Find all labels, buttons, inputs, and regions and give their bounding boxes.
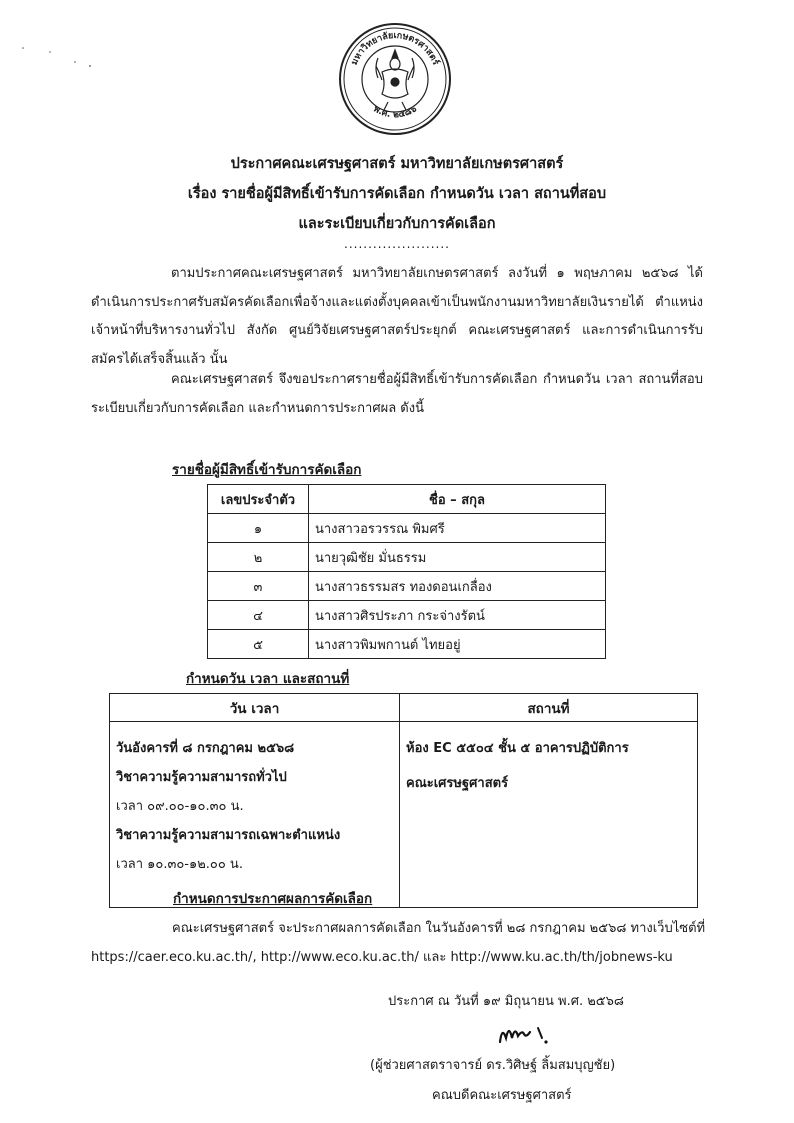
table-row (208, 601, 606, 630)
signer-position: คณบดีคณะเศรษฐศาสตร์ (432, 1088, 572, 1103)
candidate-id: ๕ (208, 630, 309, 659)
intro-paragraph (91, 260, 703, 374)
svg-text:พ.ศ. ๒๔๘๖ (371, 104, 419, 120)
col-name-header: ชื่อ – สกุล (309, 485, 606, 514)
exam-subject-specific: วิชาความรู้ความสามารถเฉพาะตำแหน่ง (116, 828, 341, 843)
table-row (208, 572, 606, 601)
announcement-subject-cont: และระเบียบเกี่ยวกับการคัดเลือก (298, 216, 496, 232)
university-seal-logo (338, 22, 452, 136)
seal-year-text: พ.ศ. ๒๔๘๖ (371, 104, 419, 121)
candidate-name: นายวุฒิชัย มั่นธรรม (309, 543, 606, 572)
signer-name: (ผู้ช่วยศาสตราจารย์ ดร.วิศิษฐ์ ลิ้มสมบุญชัย) (370, 1058, 616, 1073)
schedule-place-cell (400, 722, 698, 908)
table-header-row (208, 485, 606, 514)
announce-paragraph-text: คณะเศรษฐศาสตร์ จึงขอประกาศรายชื่อผู้มีสิทธิ์เข้ารับการคัดเลือก กำหนดวัน เวลา สถานที่สอบ ระเบียบเกี่ยวกับการคัดเลือก และกำหนดการประกาศผล ดังนี้ (91, 372, 703, 416)
exam-faculty: คณะเศรษฐศาสตร์ (406, 776, 509, 791)
table-row (208, 630, 606, 659)
exam-room: ห้อง EC ๕๕๐๔ ชั้น ๕ อาคารปฏิบัติการ (406, 741, 629, 756)
results-heading: กำหนดการประกาศผลการคัดเลือก (173, 891, 373, 907)
exam-time-general: เวลา ๐๙.๐๐-๑๐.๓๐ น. (116, 799, 244, 814)
seal-arc-text: มหาวิทยาลัยเกษตรศาสตร์ (349, 30, 441, 67)
schedule-time-cell (110, 722, 400, 908)
handwritten-signature (496, 1018, 556, 1052)
scan-specks (20, 40, 110, 80)
candidate-name: นางสาวพิมพกานต์ ไทยอยู่ (309, 630, 606, 659)
announce-paragraph (91, 366, 703, 423)
candidate-name: นางสาวศิรประภา กระจ่างรัตน์ (309, 601, 606, 630)
candidate-id: ๒ (208, 543, 309, 572)
candidate-id: ๓ (208, 572, 309, 601)
candidate-name: นางสาวอรวรรณ พิมศรี (309, 514, 606, 543)
results-urls: https://caer.eco.ku.ac.th/, http://www.eco.ku.ac.th/ และ http://www.ku.ac.th/th/jobnews-ku (91, 950, 673, 965)
candidates-heading: รายชื่อผู้มีสิทธิ์เข้ารับการคัดเลือก (172, 462, 362, 478)
candidates-table (207, 484, 606, 659)
candidate-id: ๔ (208, 601, 309, 630)
table-row (208, 543, 606, 572)
exam-subject-general: วิชาความรู้ความสามารถทั่วไป (116, 770, 287, 785)
col-time-header: วัน เวลา (110, 694, 400, 722)
table-row (110, 722, 698, 908)
table-header-row (110, 694, 698, 722)
exam-time-specific: เวลา ๑๐.๓๐-๑๒.๐๐ น. (116, 857, 243, 872)
announcement-title: ประกาศคณะเศรษฐศาสตร์ มหาวิทยาลัยเกษตรศาสตร์ (230, 156, 564, 172)
exam-date: วันอังคารที่ ๘ กรกฎาคม ๒๕๖๘ (116, 741, 295, 756)
header-separator: ...................... (344, 237, 450, 251)
col-id-header: เลขประจำตัว (208, 485, 309, 514)
announce-date: ประกาศ ณ วันที่ ๑๙ มิถุนายน พ.ศ. ๒๕๖๘ (388, 994, 624, 1009)
schedule-table (109, 693, 698, 908)
announcement-subject: เรื่อง รายชื่อผู้มีสิทธิ์เข้ารับการคัดเลือก กำหนดวัน เวลา สถานที่สอบ (187, 186, 607, 202)
candidate-id: ๑ (208, 514, 309, 543)
schedule-heading: กำหนดวัน เวลา และสถานที่ (186, 671, 350, 687)
candidate-name: นางสาวธรรมสร ทองดอนเกลื่อง (309, 572, 606, 601)
col-place-header: สถานที่ (400, 694, 698, 722)
table-row (208, 514, 606, 543)
intro-paragraph-text: ตามประกาศคณะเศรษฐศาสตร์ มหาวิทยาลัยเกษตรศาสตร์ ลงวันที่ ๑ พฤษภาคม ๒๕๖๘ ได้ดำเนินการประกาศรับสมัครคัดเลือกเพื่อจ้างและแต่งตั้งบุคคลเข้าเป็นพนักงานมหาวิทยาลัยเงินรายได้ ตำแหน่ง เจ้าหน้าที่บริหารงานทั่วไป สังกัด ศูนย์วิจัยเศรษฐศาสตร์ประยุกต์ คณะเศรษฐศาสตร์ และการดำเนินการรับสมัครได้เสร็จสิ้นแล้ว นั้น (91, 266, 703, 367)
results-line-1: คณะเศรษฐศาสตร์ จะประกาศผลการคัดเลือก ในวันอังคารที่ ๒๘ กรกฎาคม ๒๕๖๘ ทางเว็บไซต์ที่ (172, 921, 706, 936)
